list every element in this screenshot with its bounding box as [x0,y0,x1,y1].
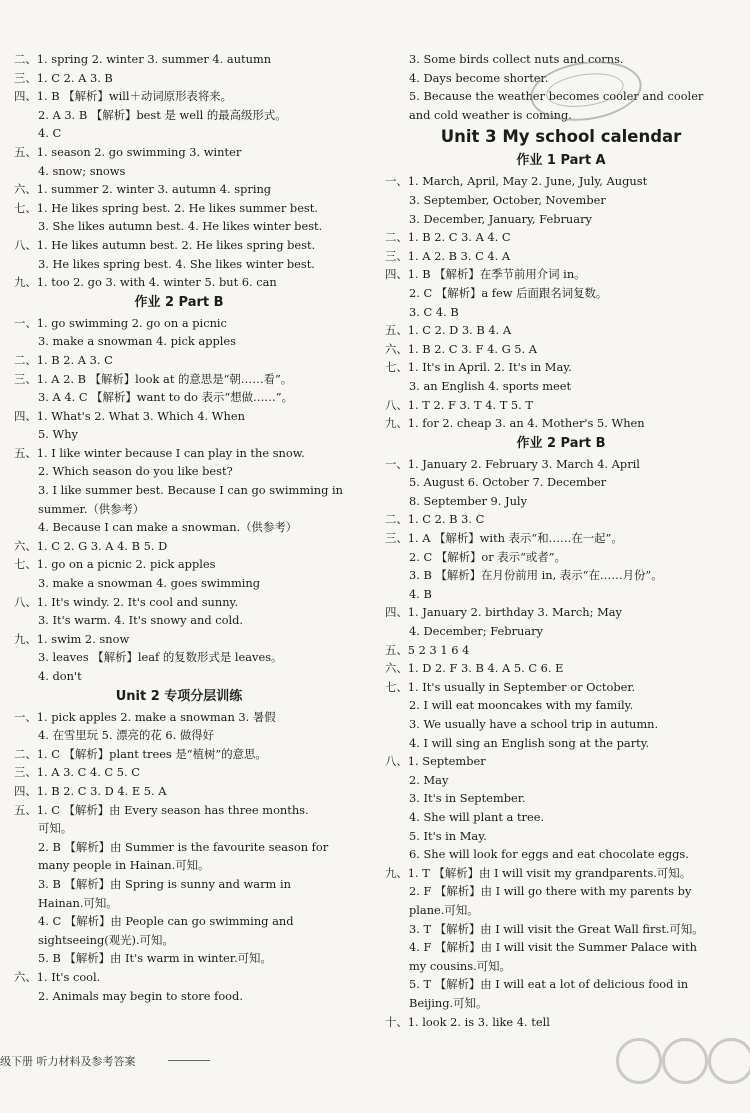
answer-line: 三、1. A 3. C 4. C 5. C [14,765,140,780]
answer-line: 3. A 4. C 【解析】want to do 表示“想做……”。 [38,390,294,405]
answer-line: 五、5 2 3 1 6 4 [385,642,470,657]
answer-line: 3. C 4. B [409,304,459,319]
right-column [385,50,737,1031]
answer-line: 3. Some birds collect nuts and corns. [409,52,624,66]
section-heading: 作业 2 Part B [134,294,224,310]
answer-line: 五、1. C 2. D 3. B 4. A [385,323,512,338]
answer-line: 四、1. B 2. C 3. D 4. E 5. A [14,783,167,798]
answer-line: 2. Animals may begin to store food. [38,988,243,1003]
answer-line: my cousins.可知。 [409,958,511,973]
answer-line: 六、1. D 2. F 3. B 4. A 5. C 6. E [385,661,564,676]
answer-line: 五、1. season 2. go swimming 3. winter [14,144,242,159]
answer-line: 4. I will sing an English song at the party. [409,735,650,750]
answer-line: 3. September, October, November [409,192,606,207]
answer-line: 4. 在雪里玩 5. 漂亮的花 6. 做得好 [38,728,215,743]
answer-line: 5. It's in May. [409,828,487,843]
answer-line: 一、1. January 2. February 3. March 4. April [385,456,640,471]
answer-line: Hainan.可知。 [38,895,118,910]
answer-line: 3. It's in September. [409,791,526,806]
section-heading: Unit 2 专项分层训练 [115,688,243,704]
answer-line: 5. T 【解析】由 I will eat a lot of delicious food in [409,977,689,992]
answer-line: 九、1. for 2. cheap 3. an 4. Mother's 5. When [385,416,645,431]
answer-line: 4. C [38,126,62,141]
answer-line: 2. I will eat mooncakes with my family. [409,698,634,713]
footer-text: 级下册 听力材料及参考答案 [0,1055,136,1068]
answer-line: 九、1. swim 2. snow [14,631,130,646]
answer-line: sightseeing(观光).可知。 [38,932,174,947]
answer-line: and cold weather is coming. [409,107,572,122]
section-heading: Unit 3 My school calendar [440,127,682,147]
answer-line: 4. B [409,586,432,601]
answer-line: 四、1. January 2. birthday 3. March; May [385,605,622,620]
answer-line: 4. C 【解析】由 People can go swimming and [38,914,294,929]
answer-line: 六、1. B 2. C 3. F 4. G 5. A [385,341,538,356]
answer-line: 3. She likes autumn best. 4. He likes winter best. [38,219,323,234]
answer-line: 二、1. B 2. A 3. C [14,352,113,367]
answer-line: 六、1. It's cool. [14,969,101,984]
answer-line: 2. C 【解析】or 表示“或者”。 [409,549,566,564]
answer-line: 三、1. A 2. B 【解析】look at 的意思是“朝……看”。 [14,371,293,386]
answer-line: 二、1. C 2. B 3. C [385,512,485,527]
answer-line: 一、1. go swimming 2. go on a picnic [14,315,227,330]
answer-line: 2. C 【解析】a few 后面跟名词复数。 [409,285,608,300]
answer-line: 一、1. pick apples 2. make a snowman 3. 暑假 [14,709,276,724]
answer-line: 4. December; February [409,624,543,639]
answer-line: 2. May [409,772,449,787]
answer-line: 三、1. C 2. A 3. B [14,70,113,85]
answer-line: 4. Days become shorter. [409,70,549,85]
answer-line: 四、1. B 【解析】在季节前用介词 in。 [385,267,586,282]
answer-line: summer.（供参考） [38,501,145,516]
answer-line: 3. He likes spring best. 4. She likes winter best. [38,256,315,271]
answer-line: 五、1. I like winter because I can play in the snow. [14,445,305,460]
answer-line: 五、1. C 【解析】由 Every season has three months. [14,802,309,817]
answer-line: 三、1. A 2. B 3. C 4. A [385,248,511,263]
answer-line: 8. September 9. July [409,493,528,508]
answer-line: 四、1. What's 2. What 3. Which 4. When [14,408,245,423]
answer-line: 3. an English 4. sports meet [409,378,572,393]
answer-line: 十、1. look 2. is 3. like 4. tell [385,1014,550,1029]
answer-line: 6. She will look for eggs and eat chocolate eggs. [409,847,689,862]
answer-line: 4. She will plant a tree. [409,809,545,824]
answer-line: 3. B 【解析】在月份前用 in, 表示“在……月份”。 [409,568,663,583]
answer-line: 3. leaves 【解析】leaf 的复数形式是 leaves。 [38,650,283,665]
answer-line: 5. B 【解析】由 It's warm in winter.可知。 [38,951,272,966]
answer-line: 七、1. He likes spring best. 2. He likes summer best. [14,200,318,215]
answer-line: 九、1. too 2. go 3. with 4. winter 5. but 6. can [14,275,277,290]
left-column [14,50,344,1005]
answer-line: 九、1. T 【解析】由 I will visit my grandparents.可知。 [385,865,692,880]
answer-line: 3. make a snowman 4. goes swimming [38,576,261,591]
answer-line: 5. August 6. October 7. December [409,475,607,490]
answer-line: 4. F 【解析】由 I will visit the Summer Palace with [409,940,698,955]
answer-line: 七、1. go on a picnic 2. pick apples [14,557,216,572]
answer-line: 2. A 3. B 【解析】best 是 well 的最高级形式。 [38,107,287,122]
answer-line: 可知。 [38,821,73,836]
footer-rule [168,1060,210,1061]
answer-line: 4. Because I can make a snowman.（供参考） [38,520,298,535]
section-heading: 作业 2 Part B [516,435,606,451]
answer-line: 4. snow; snows [38,163,126,178]
answer-line: many people in Hainan.可知。 [38,858,210,873]
answer-line: 八、1. It's windy. 2. It's cool and sunny. [14,594,239,609]
answer-line: 3. make a snowman 4. pick apples [38,334,237,349]
answer-line: 二、1. spring 2. winter 3. summer 4. autumn [14,52,272,66]
answer-line: 3. We usually have a school trip in autumn. [409,717,659,731]
answer-line: 二、1. B 2. C 3. A 4. C [385,230,511,245]
answer-line: 八、1. T 2. F 3. T 4. T 5. T [385,397,534,412]
answer-line: 六、1. C 2. G 3. A 4. B 5. D [14,538,168,553]
answer-line: 七、1. It's usually in September or October. [385,679,636,694]
answer-line: 3. T 【解析】由 I will visit the Great Wall first.可知。 [409,921,704,936]
answer-line: plane.可知。 [409,902,479,917]
watermark-logo [612,1032,750,1088]
answer-line: 5. Because the weather becomes cooler and cooler [409,89,704,104]
answer-line: 三、1. A 【解析】with 表示“和……在一起”。 [385,531,623,546]
answer-line: 3. B 【解析】由 Spring is sunny and warm in [38,876,291,891]
answer-line: 六、1. summer 2. winter 3. autumn 4. spring [14,182,272,197]
answer-line: 3. It's warm. 4. It's snowy and cold. [38,613,244,628]
answer-line: 八、1. September [385,754,486,769]
section-heading: 作业 1 Part A [516,153,606,169]
answer-line: 八、1. He likes autumn best. 2. He likes spring best. [14,237,316,252]
answer-line: 2. B 【解析】由 Summer is the favourite season for [38,839,329,854]
answer-line: 七、1. It's in April. 2. It's in May. [385,360,572,375]
answer-line: 四、1. B 【解析】will＋动词原形表将来。 [14,89,233,104]
answer-line: Beijing.可知。 [409,995,488,1010]
answer-line: 一、1. March, April, May 2. June, July, August [385,174,648,189]
answer-line: 二、1. C 【解析】plant trees 是“植树”的意思。 [14,746,267,761]
answer-line: 3. I like summer best. Because I can go swimming in [38,483,343,498]
answer-line: 5. Why [38,427,78,442]
answer-line: 2. Which season do you like best? [38,464,233,479]
answer-line: 4. don't [38,669,82,683]
answer-line: 2. F 【解析】由 I will go there with my parents by [409,884,692,899]
answer-line: 3. December, January, February [409,211,592,226]
